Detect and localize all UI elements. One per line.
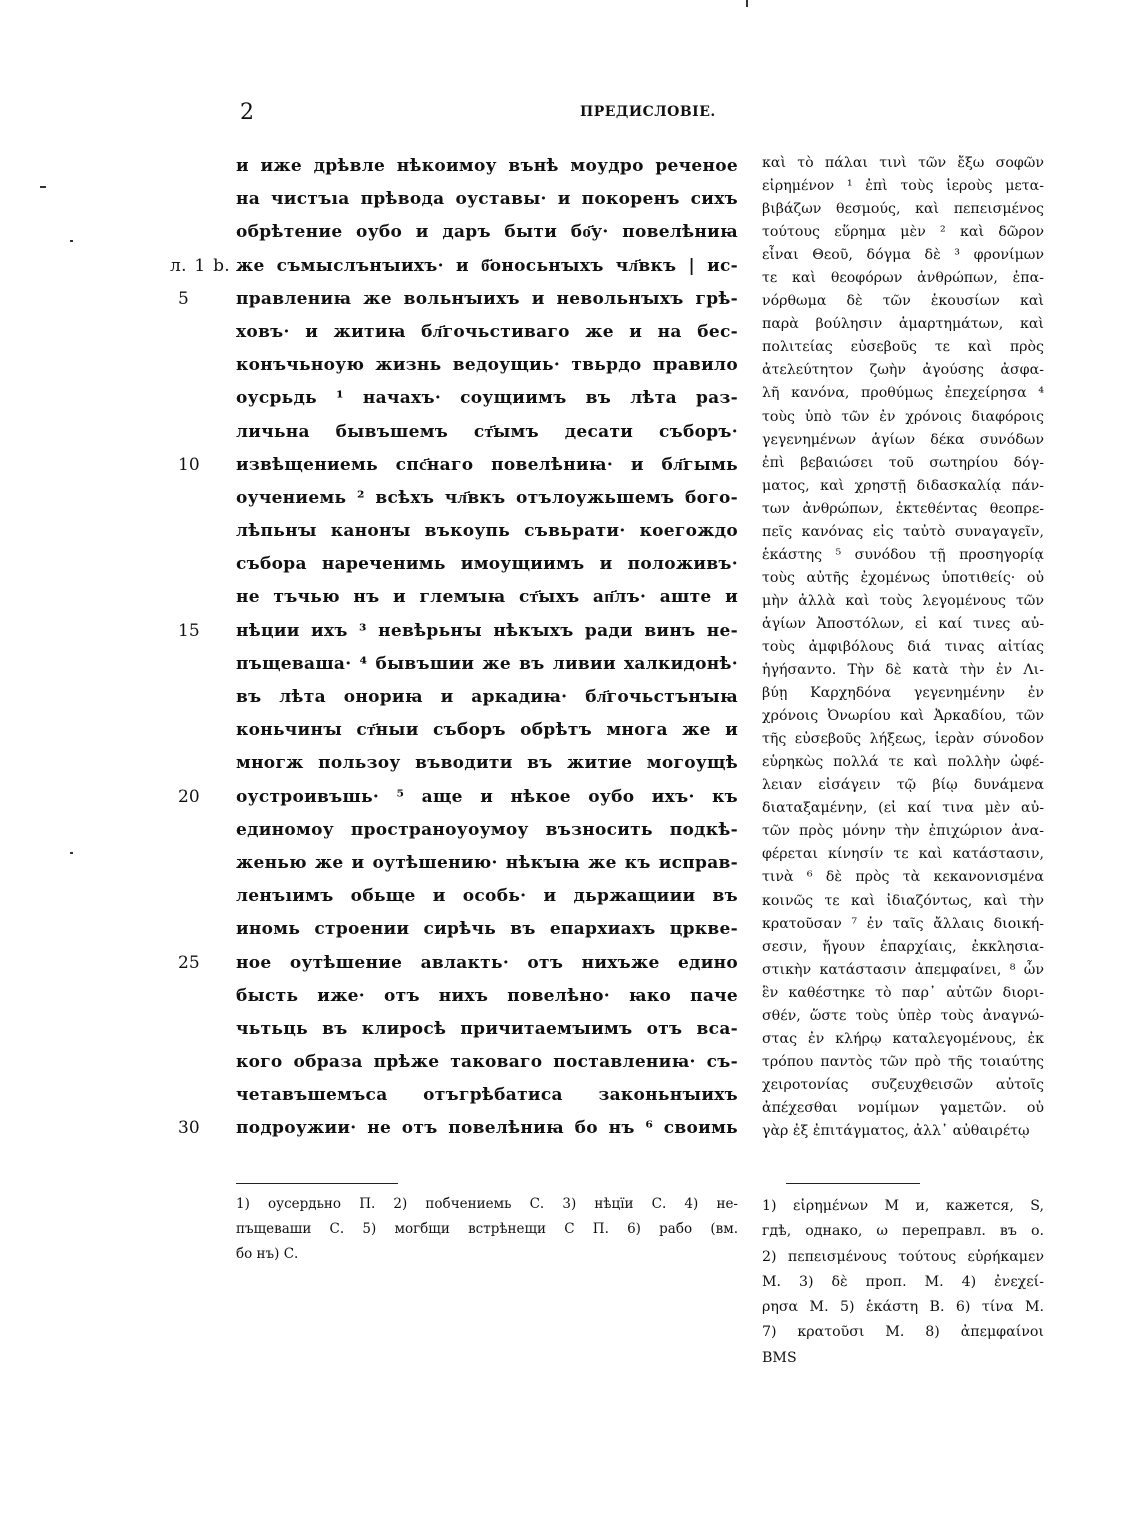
slavonic-line: събора нареченимь имоущиимъ и положивъ·	[236, 554, 738, 575]
slavonic-line: оустроивъшь· ⁵ аще и нѣкое оубо ихъ· къ 20	[236, 781, 738, 814]
speck-left-1	[40, 186, 46, 188]
greek-line: τῶν πρὸς μόνην τὴν ἐπιχώριον ἀνα-	[762, 823, 1044, 840]
line-number: 10	[178, 454, 200, 475]
slavonic-line: не тъчью нъ и глемꙑꙗ ст҃ыхъ ап҃лъ· аште и	[236, 587, 738, 608]
greek-line: ἑκάστης ⁵ συνόδου τῇ προσηγορίᾳ	[762, 546, 1044, 563]
greek-line: τῆς εὐσεβοῦς λήξεως, ἱερὰν σύνοδον	[762, 731, 1044, 748]
slavonic-line: четавъшемъса отъгрѣбатиса законьнꙑихъ	[236, 1085, 738, 1106]
greek-line: τε καὶ θεοφόρων ἀνθρώπων, ἐπα-	[762, 270, 1044, 287]
slavonic-line: въ лѣта онориꙗ и аркадиꙗ· бл҃гочьстънꙑꙗ	[236, 687, 738, 707]
greek-line: πολιτείας εὐσεβοῦς τε καὶ πρὸς	[762, 339, 1044, 356]
slavonic-line: на чистъıа прѣвода оуставы· и покоренъ сихъ	[236, 189, 738, 210]
footnote-right-line: M. 3) δὲ проп. M. 4) ἐνεχεί-	[762, 1273, 1044, 1290]
greek-line: ἀπέχεσθαι νομίμων γαμετῶν. οὐ	[762, 1099, 1044, 1116]
speck-left-3	[70, 852, 73, 854]
slavonic-line: единомоу пространоуоумоу възносить подкѣ-	[236, 819, 738, 840]
speck-top	[746, 0, 748, 7]
slavonic-line: извѣщениемь спс҃наго повелѣниꙗ· и бл҃гымь 10	[236, 449, 738, 482]
greek-line: τινὰ ⁶ δὲ πρὸς τὰ κεκανονισμένα	[762, 869, 1044, 886]
slavonic-line: ное оутѣшение авлакть· отъ нихъже едино 25	[236, 947, 738, 980]
slavonic-line: подроужии· не отъ повелѣниꙗ бо нъ ⁶ своимь 30	[236, 1112, 738, 1145]
greek-line: ἀτελεύτητον ζωὴν ἀγούσης ἀσφα-	[762, 362, 1044, 379]
slavonic-line: правлениꙗ же вольнꙑихъ и невольнꙑхъ грѣ- 5	[236, 283, 738, 316]
greek-line: γεγενημένων ἁγίων δέκα συνόδων	[762, 431, 1044, 448]
greek-line: χειροτονίας συζευχθεισῶν αὐτοῖς	[762, 1076, 1044, 1093]
slavonic-line: же съмыслънꙑихъ· и б҃оносьнꙑхъ чл҃вкъ | ис- л. 1 b.	[236, 250, 738, 283]
greek-line: εὑρηκὼς πολλά τε καὶ πολλὴν ὠφέ-	[762, 754, 1044, 771]
greek-line: σεσιν, ἤγουν ἐπαρχίαις, ἐκκλησια-	[762, 938, 1044, 955]
greek-line: εἰρημένον ¹ ἐπὶ τοὺς ἱεροὺς μετα-	[762, 178, 1044, 195]
greek-line: κρατοῦσαν ⁷ ἐν ταῖς ἄλλαις διοική-	[762, 915, 1044, 932]
slavonic-line: бысть иже· отъ нихъ повелѣно· ꙗко пачe	[236, 985, 738, 1006]
slavonic-line: чьтьць въ клиросѣ причитаемꙑимъ отъ вса-	[236, 1018, 738, 1039]
slavonic-line: оучениемь ² всѣхъ чл҃вкъ отълоужьшемъ бого-	[236, 487, 738, 508]
footnote-left-line: 1) оусердьно П. 2) побчениемь С. 3) нѣцїи С. 4) не-	[236, 1196, 738, 1212]
greek-line: τοὺς ἀμφιβόλους διά τινας αἰτίας	[762, 638, 1044, 655]
greek-line: στας ἐν κλήρῳ καταλεγομένους, ἐκ	[762, 1030, 1044, 1047]
greek-line: λῆ κανόνα, προθύμως ἐπεχείρησα ⁴	[762, 385, 1044, 402]
footnote-right-line: ρησα M. 5) ἑκάστη B. 6) τίνα M.	[762, 1299, 1044, 1316]
greek-line: κοινῶς τε καὶ ἰδιαζόντως, καὶ τὴν	[762, 892, 1044, 909]
slavonic-line: коньчинꙑ ст҃ныи съборъ обрѣтъ многа же и	[236, 720, 738, 741]
line-number: 20	[178, 786, 200, 807]
footnote-right-line: 7) κρατοῦσι M. 8) ἀπεμφαίνοι	[762, 1324, 1044, 1341]
slavonic-line: личьна бывъшемъ ст҃ымъ десати съборъ·	[236, 421, 738, 442]
manuscript-folio-ref: л. 1 b.	[170, 255, 230, 276]
greek-line: παρὰ βούλησιν ἁμαρτημάτων, καὶ	[762, 316, 1044, 333]
greek-line: καὶ τὸ πάλαι τινὶ τῶν ἔξω σοφῶν	[762, 155, 1044, 171]
page-number: 2	[240, 100, 254, 125]
greek-line: διαταξαμένην, (εἰ καί τινα μὲν αὐ-	[762, 800, 1044, 817]
greek-line: νόρθωμα δὲ τῶν ἑκουσίων καὶ	[762, 293, 1044, 310]
speck-left-2	[70, 240, 73, 242]
greek-line: εἶναι Θεοῦ, δόγμα δὲ ³ φρονίμων	[762, 247, 1044, 264]
greek-line: γὰρ ἐξ ἐπιτάγματος, ἀλλ᾽ αὐθαιρέτῳ	[762, 1122, 1030, 1139]
slavonic-line: обрѣтение оубо и даръ быти бо҃у· повелѣниꙗ	[236, 222, 738, 243]
greek-line: τούτους εὕρημα μὲν ² καὶ δῶρον	[762, 224, 1044, 241]
greek-line: ματος, καὶ χρηστῇ διδασκαλίᾳ πάν-	[762, 477, 1044, 494]
greek-line: μὴν ἀλλὰ καὶ τοὺς λεγομένους τῶν	[762, 592, 1044, 609]
greek-line: βιβάζων θεσμούς, καὶ πεπεισμένος	[762, 201, 1044, 218]
line-number: 5	[178, 288, 189, 309]
slavonic-line: и иже дрѣвле нѣкоимоу вънѣ моудро реченое	[236, 156, 738, 176]
greek-line: τοὺς αὐτῆς ἐχομένως ὑποτιθείς· οὐ	[762, 569, 1044, 586]
greek-line: των ἀνθρώπων, ἐκτεθέντας θεοπρε-	[762, 500, 1044, 517]
greek-line: ἐπὶ βεβαιώσει τοῦ σωτηρίου δόγ-	[762, 454, 1044, 471]
greek-line: στικὴν κατάστασιν ἀπεμφαίνει, ⁸ ὧν	[762, 961, 1044, 978]
greek-line: ἓν καθέστηκε τὸ παρ᾽ αὐτῶν διορι-	[762, 984, 1044, 1001]
slavonic-line: кого образа прѣже таковаго поставлениꙗ· съ-	[236, 1052, 738, 1073]
greek-line: χρόνοις Ὀνωρίου καὶ Ἀρκαδίου, τῶν	[762, 708, 1044, 725]
footnote-right-line: 2) πεπεισμένους τούτους εὑρήκαμεν	[762, 1248, 1044, 1265]
slavonic-line: лѣпьнꙑ канонꙑ въкоупь съвьрати· коегождо	[236, 521, 738, 542]
greek-line: τρόπου παντὸς τῶν πρὸ τῆς τοιαύτης	[762, 1053, 1044, 1070]
greek-line: ἁγίων Ἀποστόλων, εἰ καί τινες αὐ-	[762, 615, 1044, 632]
line-number: 15	[178, 620, 200, 641]
greek-line: ἡγήσαντο. Τὴν δὲ κατὰ τὴν ἐν Λι-	[762, 662, 1044, 679]
footnote-left-line: пъщеваши С. 5) могбщи встрѣнещи С П. 6) рабо (вм.	[236, 1221, 738, 1237]
footnote-right-line: 1) εἰρημένων M и, кажется, S,	[762, 1198, 1044, 1214]
footnote-right-line: BMS	[762, 1349, 797, 1366]
greek-line: σθέν, ὥστε τοὺς ὑπὲρ τοὺς ἀναγνώ-	[762, 1007, 1044, 1024]
slavonic-line: пъщеваша· ⁴ бывъшии же въ ливии халкидонѣ·	[236, 653, 738, 674]
slavonic-line: иномь строении сирѣчь въ епархиахъ цркве-	[236, 919, 738, 940]
greek-line: φέρεται κίνησίν τε καὶ κατάστασιν,	[762, 846, 1044, 863]
footnote-left-line: бо нъ) С.	[236, 1246, 299, 1262]
greek-line: τοὺς ὑπὸ τῶν ἐν χρόνοις διαφόροις	[762, 408, 1044, 425]
greek-line: βύῃ Καρχηδόνα γεγενημένην ἐν	[762, 685, 1044, 702]
line-number: 30	[178, 1118, 200, 1139]
greek-line: λειαν εἰσάγειν τῷ βίῳ δυνάμενα	[762, 777, 1044, 794]
slavonic-line: нѣции ихъ ³ невѣрьнꙑ нѣкꙑхъ ради винъ не- 15	[236, 615, 738, 648]
slavonic-line: многж пользоу въводити въ житие могоущѣ	[236, 753, 738, 774]
slavonic-line: женью же и оутѣшению· нѣкꙑꙗ же къ исправ-	[236, 852, 738, 873]
line-number: 25	[178, 952, 200, 973]
greek-line: πεῖς κανόνας εἰς ταὐτὸ συναγαγεῖν,	[762, 523, 1044, 540]
slavonic-line: ленъıимъ обьще и особь· и дьржащиии въ	[236, 886, 738, 907]
footnote-right-line: гдѣ, однако, ω переправл. въ ο.	[762, 1223, 1044, 1240]
slavonic-line: оусрьдь ¹ начахъ· соущиимъ въ лѣта раз-	[236, 388, 738, 409]
running-title: ПРЕДИСЛОВІЕ.	[580, 104, 716, 120]
slavonic-line: конъчьноую жизнь ведоущиь· твьрдо правило	[236, 355, 738, 376]
slavonic-line: ховъ· и житиꙗ бл҃гочьстиваго же и на бес-	[236, 321, 738, 342]
